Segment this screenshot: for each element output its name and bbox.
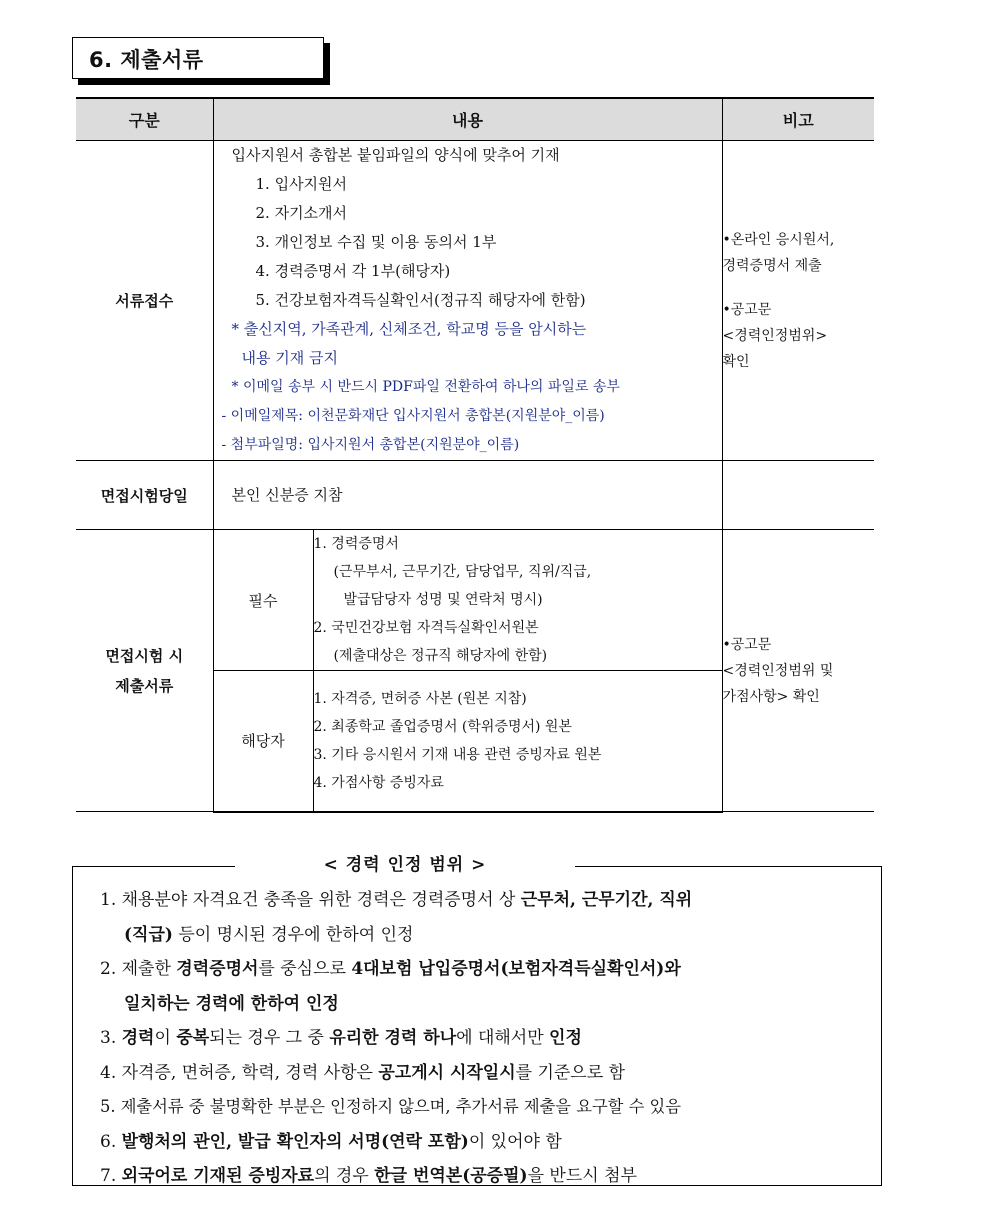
- range-bold: 일치하는 경력에 한하여 인정: [124, 993, 339, 1014]
- applicable-items: [313, 671, 722, 812]
- notice-line: - 이메일제목: 이천문화재단 입사지원서 총합본(지원분야_이름): [221, 408, 605, 424]
- header-category: 구분: [76, 98, 213, 141]
- range-text: 를 중심으로: [258, 959, 352, 979]
- list-item: 4. 가점사항 증빙자료: [313, 774, 444, 791]
- list-item: (제출대상은 정규직 해당자에 한함): [333, 648, 548, 664]
- list-item: [100, 1021, 860, 1056]
- range-bold: (직급): [124, 924, 173, 945]
- range-bold: 인정: [549, 1028, 582, 1048]
- category-line: 면접시험 시: [105, 646, 184, 665]
- note-line: 경력증명서 제출: [722, 257, 822, 274]
- range-text: 이: [154, 1028, 177, 1048]
- list-item: 본인 신분증 지참: [231, 485, 343, 504]
- range-text: 3.: [100, 1028, 122, 1048]
- interview-docs-note: [722, 530, 874, 812]
- list-item: 입사지원서 총합본 붙임파일의 양식에 맞추어 기재: [231, 146, 560, 164]
- list-item: 5. 건강보험자격득실확인서(정규직 해당자에 한함): [255, 291, 586, 309]
- section-title: 6. 제출서류: [89, 48, 204, 72]
- range-text: 6.: [100, 1131, 122, 1152]
- range-text: 이 있어야 함: [468, 1131, 562, 1152]
- list-item: [100, 918, 860, 953]
- list-item: 2. 자기소개서: [255, 204, 348, 222]
- category-line: 제출서류: [115, 676, 174, 695]
- range-bold: 4대보험 납입증명서(보험자격득실확인서)와: [351, 959, 681, 979]
- list-item: 3. 기타 응시원서 기재 내용 관련 증빙자료 원본: [313, 746, 602, 763]
- category-interview-day: 면접시험당일: [76, 461, 213, 530]
- range-bold: 발행처의 관인, 발급 확인자의 서명(연락 포함): [121, 1131, 469, 1152]
- range-bold: 공고게시 시작일시: [378, 1062, 516, 1083]
- list-item: 4. 경력증명서 각 1부(해당자): [255, 262, 451, 280]
- note-line: •공고문: [722, 636, 772, 653]
- required-items: [313, 530, 722, 671]
- group-label-applicable: 해당자: [213, 671, 313, 812]
- range-text: 4. 자격증, 면허증, 학력, 경력 사항은: [100, 1062, 379, 1083]
- list-item: 3. 개인정보 수집 및 이용 동의서 1부: [255, 233, 497, 251]
- note-line: 가점사항> 확인: [722, 688, 820, 705]
- career-range-title: < 경력 인정 범위 >: [235, 850, 575, 875]
- notice-line: * 이메일 송부 시 반드시 PDF파일 전환하여 하나의 파일로 송부: [231, 379, 620, 395]
- range-text: 를 기준으로 함: [515, 1062, 625, 1083]
- range-text: 되는 경우 그 중: [209, 1028, 330, 1048]
- notice-line: - 첨부파일명: 입사지원서 총합본(지원분야_이름): [221, 437, 520, 453]
- list-item: 1. 입사지원서: [255, 175, 348, 193]
- submission-content: [213, 141, 722, 461]
- documents-table: [76, 97, 874, 813]
- range-text: 2. 제출한: [100, 959, 177, 979]
- range-text: 1. 채용분야 자격요건 충족을 위한 경력은 경력증명서 상: [100, 890, 521, 910]
- list-item: 1. 자격증, 면허증 사본 (원본 지참): [313, 690, 527, 707]
- table-row-submission: [76, 141, 874, 461]
- table-header-row: [76, 98, 874, 141]
- table-row-interview-day: [76, 461, 874, 530]
- range-text: 을 반드시 첨부: [527, 1166, 637, 1186]
- list-item: [100, 1056, 860, 1091]
- range-bold: 외국어로 기재된 증빙자료: [121, 1166, 315, 1186]
- range-text: 에 대해서만: [456, 1028, 550, 1048]
- header-note: 비고: [722, 98, 874, 141]
- list-item: 1. 경력증명서: [313, 536, 399, 552]
- list-item: 발급담당자 성명 및 연락처 명시): [343, 592, 543, 608]
- list-item: 2. 최종학교 졸업증명서 (학위증명서) 원본: [313, 718, 572, 735]
- note-line: 확인: [722, 353, 750, 370]
- list-item: 2. 국민건강보험 자격득실확인서원본: [313, 620, 539, 636]
- header-content: 내용: [213, 98, 722, 141]
- note-line: <경력인정범위>: [722, 327, 828, 344]
- range-text: 의 경우: [314, 1166, 375, 1186]
- interview-day-note: [722, 461, 874, 530]
- category-interview-docs: [76, 530, 213, 812]
- range-text: 7.: [100, 1166, 122, 1186]
- interview-day-content: [213, 461, 722, 530]
- range-bold: 유리한 경력 하나: [329, 1028, 457, 1048]
- range-text: 등이 명시된 경우에 한하여 인정: [172, 924, 414, 945]
- notice-line: 내용 기재 금지: [241, 349, 338, 367]
- notice-line: * 출신지역, 가족관계, 신체조건, 학교명 등을 암시하는: [231, 320, 587, 338]
- range-bold: 중복: [176, 1028, 210, 1048]
- list-item: (근무부서, 근무기간, 담당업무, 직위/직급,: [333, 564, 592, 580]
- list-item: [100, 883, 860, 918]
- range-bold: 경력증명서: [176, 959, 259, 979]
- note-line: •공고문: [722, 301, 772, 318]
- note-line: <경력인정범위 및: [722, 662, 834, 679]
- list-item: [100, 987, 860, 1022]
- list-item: [100, 952, 860, 987]
- list-item: [100, 1159, 860, 1194]
- category-submission: 서류접수: [76, 141, 213, 461]
- range-bold: 근무처, 근무기간, 직위: [520, 890, 693, 910]
- range-bold: 경력: [121, 1028, 155, 1048]
- submission-note: [722, 141, 874, 461]
- note-line: •온라인 응시원서,: [722, 231, 835, 248]
- group-label-required: 필수: [213, 530, 313, 671]
- range-bold: 한글 번역본(공증필): [374, 1166, 528, 1186]
- list-item: [100, 1125, 860, 1160]
- career-range-list: [100, 883, 860, 1194]
- range-text: 5. 제출서류 중 불명확한 부분은 인정하지 않으며, 추가서류 제출을 요구할 수 있음: [100, 1097, 681, 1116]
- section-title-box: [72, 37, 324, 79]
- list-item: [100, 1090, 860, 1125]
- table-row-interview-docs-required: [76, 530, 874, 671]
